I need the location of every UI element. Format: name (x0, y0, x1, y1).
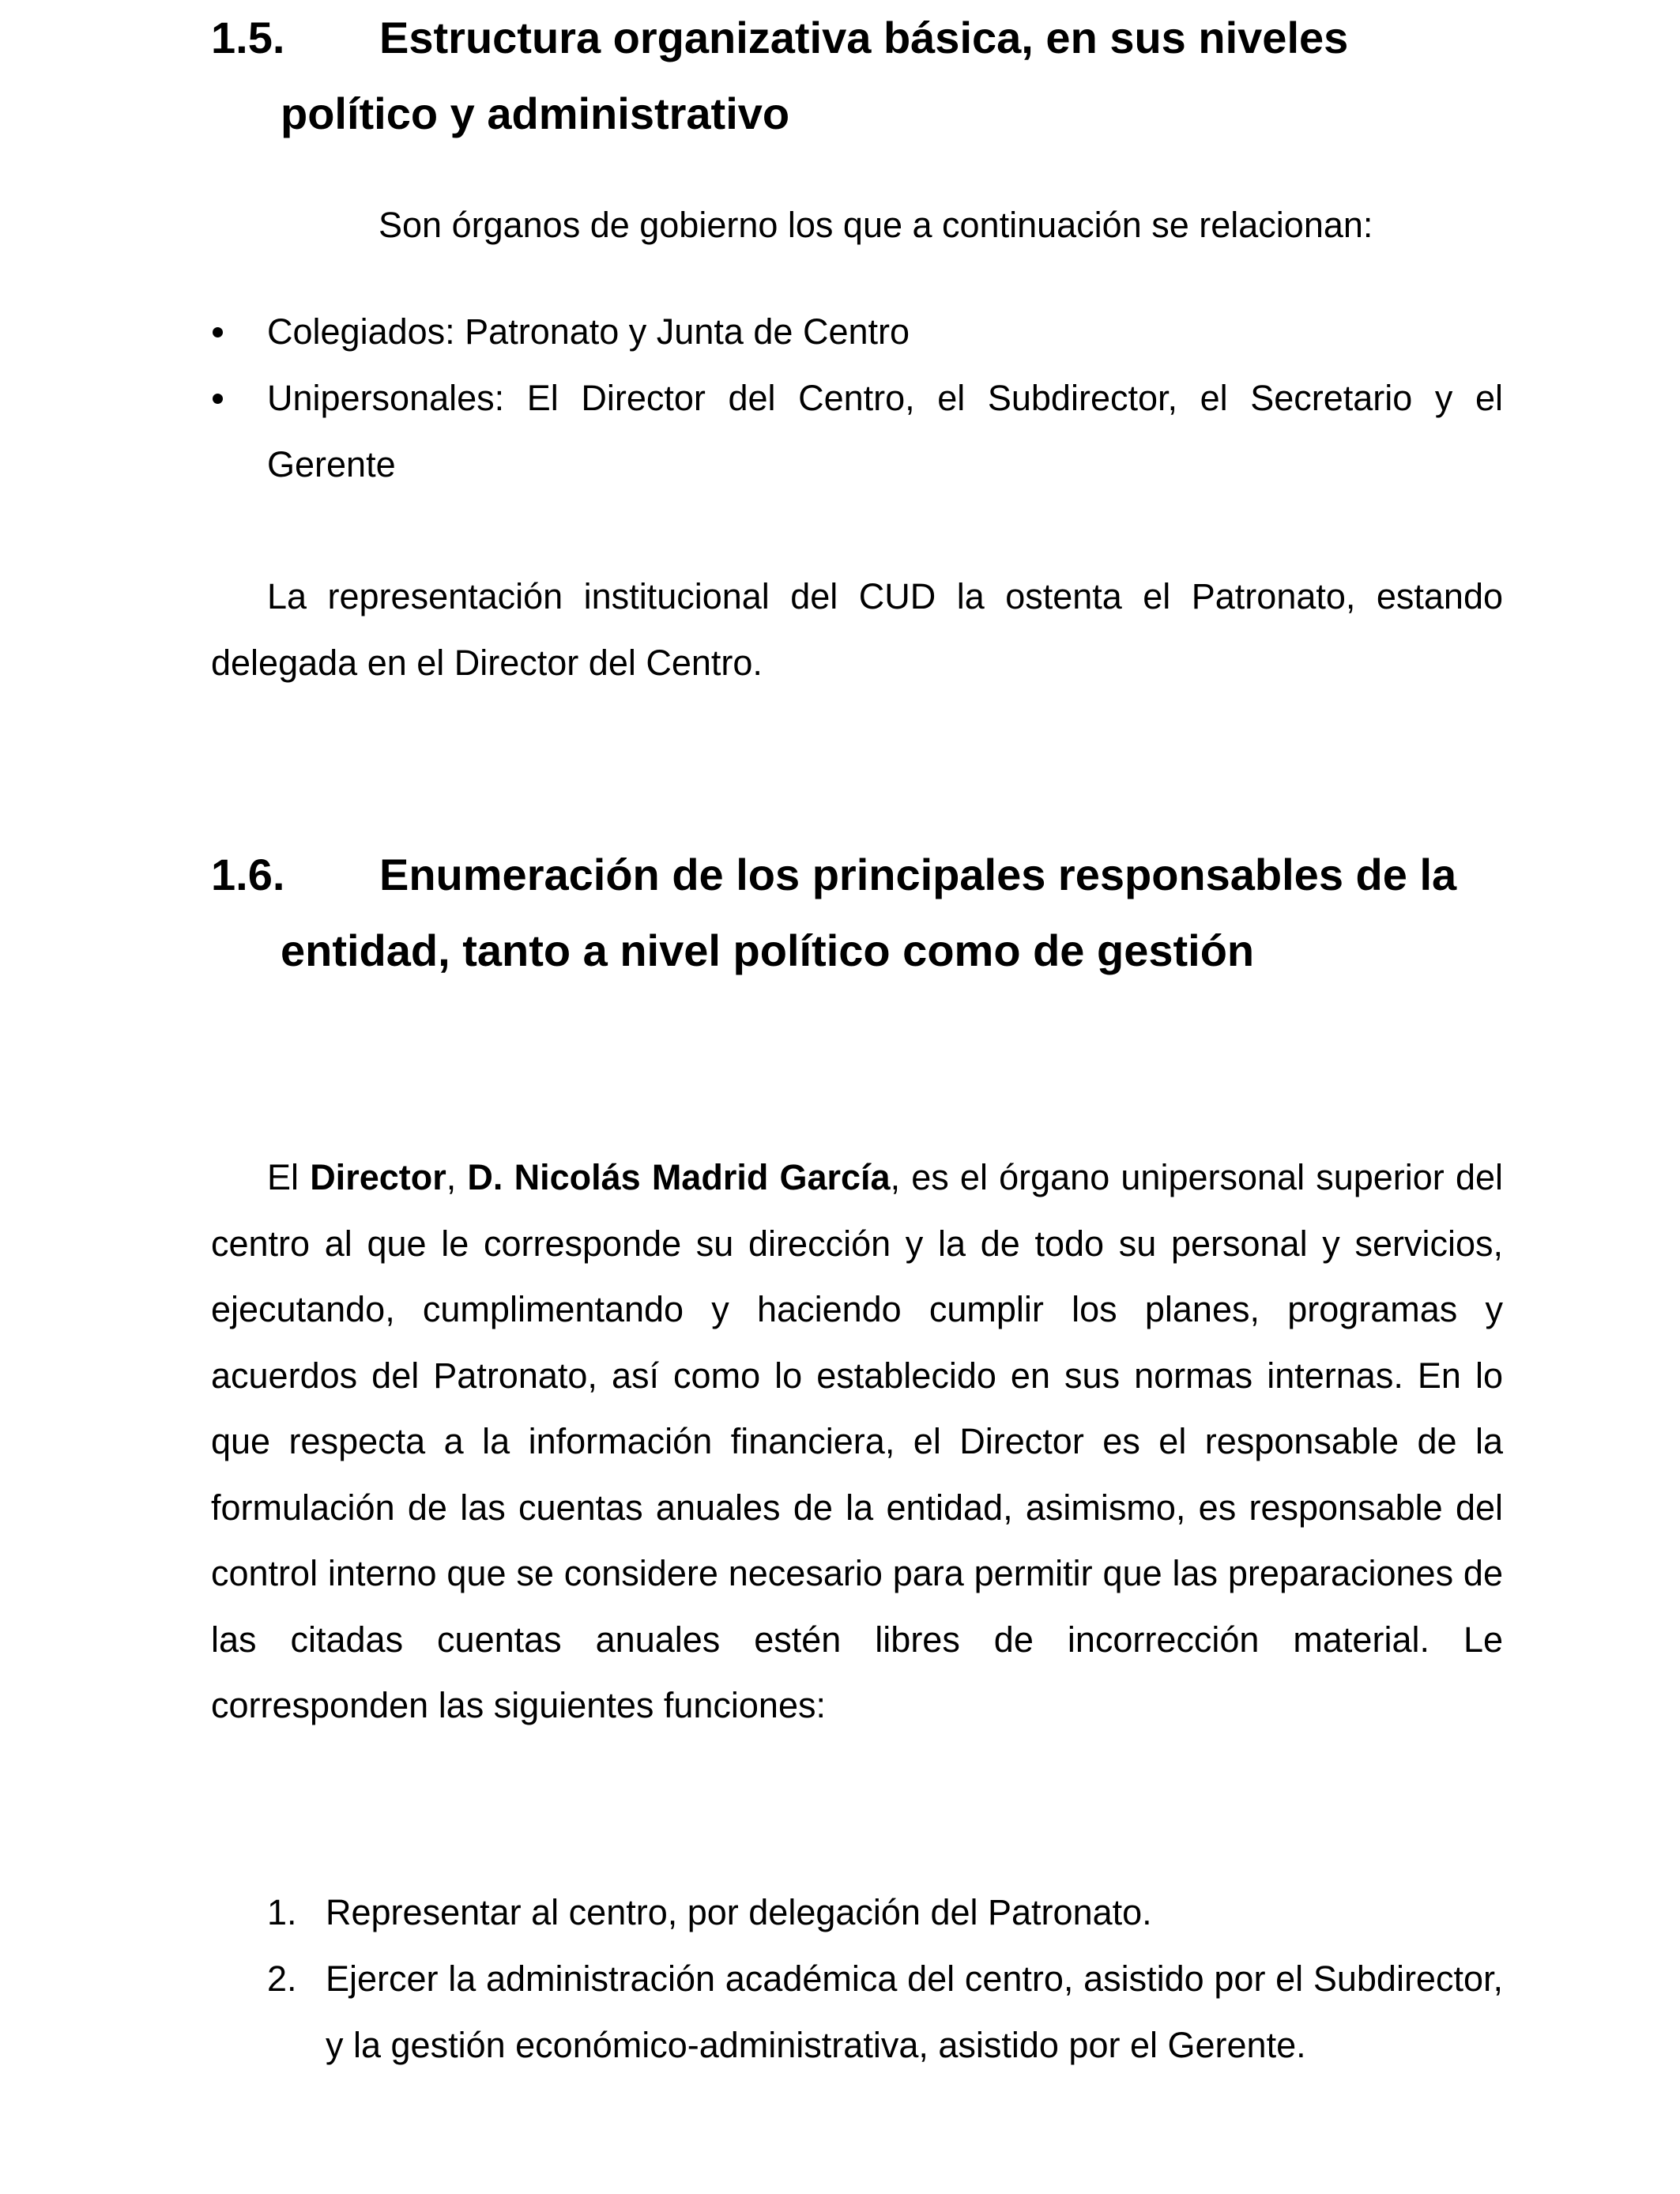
director-name: D. Nicolás Madrid García (467, 1157, 891, 1197)
section-1-5-number: 1.5. (211, 13, 285, 62)
list-item-text: Representar al centro, por delegación del Patronato. (326, 1892, 1152, 1932)
director-prefix: El (267, 1157, 311, 1197)
section-1-6-number: 1.6. (211, 850, 285, 899)
director-separator: , (446, 1157, 468, 1197)
bullet-item (211, 299, 1503, 365)
bullet-dot-icon (213, 394, 223, 404)
list-item-number: 2. (267, 1958, 297, 1999)
bullet-text: Colegiados: Patronato y Junta de Centro (267, 311, 910, 352)
section-1-5-title-line1: Estructura organizativa básica, en sus niveles (379, 13, 1349, 62)
section-1-6-title-line2: entidad, tanto a nivel político como de gestión (281, 925, 1255, 975)
director-description: , es el órgano unipersonal superior del centro al que le corresponde su dirección y la de todo su personal y servicios, ejecutando, cumplimentando y haciendo cumplir los planes, programas y acuerdos del Patronato, así como lo establecido en sus normas internas. En lo que respecta a la información financiera, el Director es el responsable de la formulación de las cuentas anuales de la entidad, asimismo, es responsable del control interno que se considere necesario para permitir que las preparaciones de las citadas cuentas anuales estén libres de incorrección material. Le corresponden las siguientes funciones: (211, 1157, 1504, 1725)
list-item (211, 1879, 1503, 1946)
section-1-5-intro: Son órganos de gobierno los que a continuación se relacionan: (379, 205, 1373, 245)
list-item-text: Ejercer la administración académica del centro, asistido por el Subdirector, y la gestión económico-administrativa, asistido por el Gerente. (326, 1958, 1503, 2065)
bullet-dot-icon (213, 327, 223, 337)
section-1-5-title-line2: político y administrativo (281, 89, 790, 138)
director-paragraph (211, 1144, 1503, 1739)
bullet-text: Unipersonales: El Director del Centro, el Subdirector, el Secretario y el Gerente (267, 378, 1503, 484)
section-1-6-heading-line1 (211, 837, 1515, 913)
director-role: Director (310, 1157, 446, 1197)
list-item-number: 1. (267, 1892, 297, 1932)
section-1-5-heading-line1 (211, 0, 1515, 76)
representation-paragraph: La representación institucional del CUD la ostenta el Patronato, estando delegada en el Director del Centro. (211, 576, 1503, 683)
bullet-item (211, 365, 1503, 497)
section-1-6-title-line1: Enumeración de los principales responsables de la (379, 850, 1457, 899)
list-item (211, 1946, 1503, 2144)
